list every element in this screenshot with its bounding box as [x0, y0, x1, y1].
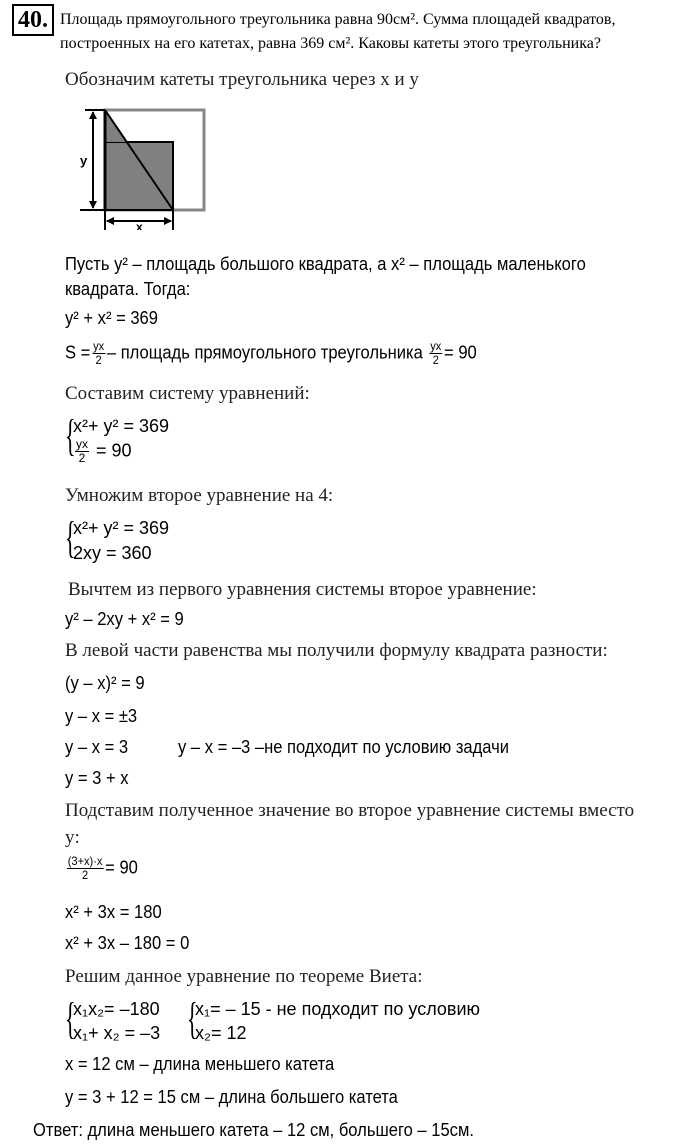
result-y: y = 3 + 12 = 15 см – длина большего катета — [65, 1087, 398, 1107]
equation-5a: y – x = 3 — [65, 737, 129, 757]
multiply-text: Умножим второе уравнение на 4: — [65, 485, 334, 506]
equation-8: x² + 3x = 180 — [65, 902, 162, 922]
equation-1: y² + x² = 369 — [65, 308, 158, 328]
triangle-diagram — [70, 105, 215, 230]
subtract-text: Вычтем из первого уравнения системы второе уравнение: — [68, 579, 537, 600]
answer: Ответ: длина меньшего катета – 12 см, большего – 15см. — [33, 1120, 474, 1140]
equation-7: $\frac{(3+x)\cdot x}{2}$ = 90 — [67, 854, 138, 883]
intro-text: Обозначим катеты треугольника через x и y — [65, 69, 419, 90]
substitute-line2: y: — [65, 827, 80, 848]
equation-6: y = 3 + x — [65, 768, 129, 788]
substitute-line1: Подставим полученное значение во второе уравнение системы вместо — [65, 800, 635, 821]
equation-4: y – x = ±3 — [65, 706, 138, 726]
equation-5b: y – x = –3 –не подходит по условию задачи — [178, 737, 510, 757]
system-1: { x²+ y² = 369 $\frac{yx}{2}$ = 90 — [65, 411, 170, 466]
vieta-text: Решим данное уравнение по теореме Виета: — [65, 966, 423, 987]
let-line1: Пусть y² – площадь большого квадрата, а x² – площадь маленького — [65, 254, 586, 274]
equation-3: (y – x)² = 9 — [65, 673, 145, 693]
let-line2: квадрата. Тогда: — [65, 279, 191, 299]
system-3-right: { x₁= – 15 - не подходит по условию x₂= 12 — [187, 994, 481, 1043]
label-x: x — [136, 220, 143, 230]
problem-text-line2: построенных на его катетах, равна 369 см². Каковы катеты этого треугольника? — [60, 35, 601, 52]
compose-system-text: Составим систему уравнений: — [65, 383, 310, 404]
problem-number: 40. — [12, 4, 54, 36]
result-x: x = 12 см – длина меньшего катета — [65, 1054, 335, 1074]
inner-square — [105, 142, 173, 210]
area-formula: S = $\frac{yx}{2}$ – площадь прямоугольного треугольника $\frac{yx}{2}$ = 90 — [65, 339, 477, 368]
left-side-text: В левой части равенства мы получили формулу квадрата разности: — [65, 640, 608, 661]
system-3-left: { x₁x₂= –180 x₁+ x₂ = –3 — [65, 994, 161, 1043]
label-y: y — [80, 153, 88, 168]
equation-2: y² – 2xy + x² = 9 — [65, 609, 184, 629]
problem-text-line1: Площадь прямоугольного треугольника равна 90см². Сумма площадей квадратов, — [60, 11, 616, 28]
system-2: { x²+ y² = 369 2xy = 360 — [65, 513, 170, 563]
equation-9: x² + 3x – 180 = 0 — [65, 933, 190, 953]
